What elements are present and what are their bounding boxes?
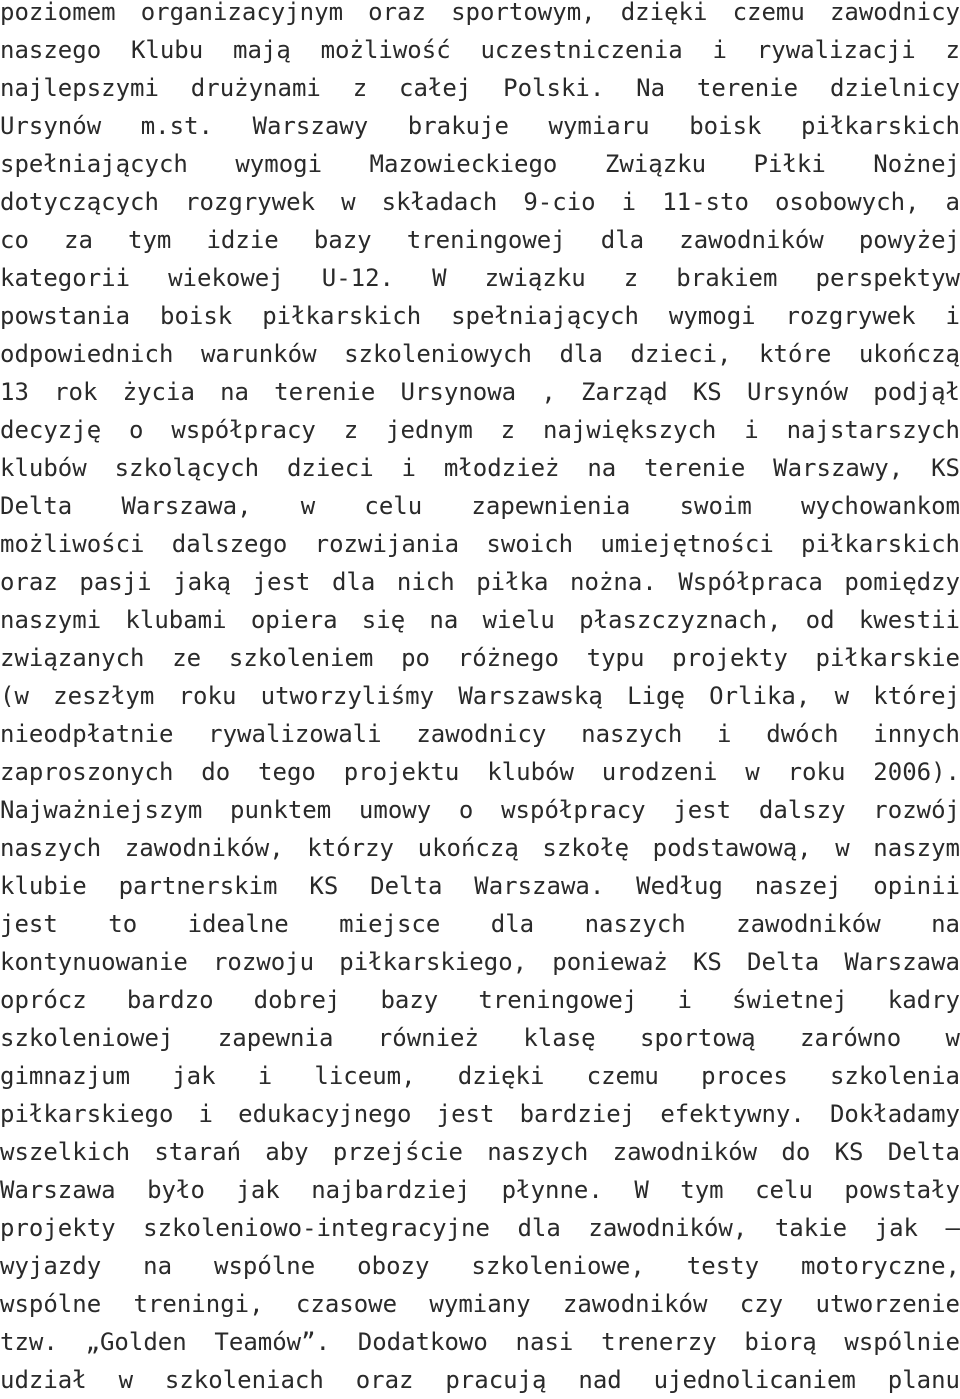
text-line-23: naszych zawodników, którzy ukończą szkołę podstawową, w naszym	[0, 834, 960, 862]
text-line-24: klubie partnerskim KS Delta Warszawa. Według naszej opinii	[0, 872, 960, 900]
text-line-17: naszymi klubami opiera się na wielu płaszczyznach, od kwestii	[0, 606, 960, 634]
text-line-12: decyzję o współpracy z jednym z największych i najstarszych	[0, 416, 960, 444]
text-line-16: oraz pasji jaką jest dla nich piłka nożna. Współpraca pomiędzy	[0, 568, 960, 596]
text-line-10: odpowiednich warunków szkoleniowych dla dzieci, które ukończą	[0, 340, 960, 368]
text-line-13: klubów szkolących dzieci i młodzież na terenie Warszawy, KS	[0, 454, 960, 482]
text-line-18: związanych ze szkoleniem po różnego typu projekty piłkarskie	[0, 644, 960, 672]
text-line-8: kategorii wiekowej U-12. W związku z brakiem perspektyw	[0, 264, 960, 292]
text-line-32: Warszawa było jak najbardziej płynne. W tym celu powstały	[0, 1176, 960, 1204]
text-line-7: co za tym idzie bazy treningowej dla zawodników powyżej	[0, 226, 960, 254]
text-line-3: najlepszymi drużynami z całej Polski. Na terenie dzielnicy	[0, 74, 960, 102]
text-line-22: Najważniejszym punktem umowy o współpracy jest dalszy rozwój	[0, 796, 960, 824]
text-line-34: wyjazdy na wspólne obozy szkoleniowe, testy motoryczne,	[0, 1252, 960, 1280]
text-line-2: naszego Klubu mają możliwość uczestniczenia i rywalizacji z	[0, 36, 960, 64]
text-line-33: projekty szkoleniowo-integracyjne dla zawodników, takie jak –	[0, 1214, 960, 1242]
text-line-9: powstania boisk piłkarskich spełniających wymogi rozgrywek i	[0, 302, 960, 330]
text-line-31: wszelkich starań aby przejście naszych zawodników do KS Delta	[0, 1138, 960, 1166]
text-line-35: wspólne treningi, czasowe wymiany zawodników czy utworzenie	[0, 1290, 960, 1318]
text-line-29: gimnazjum jak i liceum, dzięki czemu proces szkolenia	[0, 1062, 960, 1090]
text-line-28: szkoleniowej zapewnia również klasę sportową zarówno w	[0, 1024, 960, 1052]
text-line-19: (w zeszłym roku utworzyliśmy Warszawską Ligę Orlika, w której	[0, 682, 960, 710]
text-line-20: nieodpłatnie rywalizowali zawodnicy naszych i dwóch innych	[0, 720, 960, 748]
text-line-11: 13 rok życia na terenie Ursynowa , Zarząd KS Ursynów podjął	[0, 378, 960, 406]
text-line-5: spełniających wymogi Mazowieckiego Związku Piłki Nożnej	[0, 150, 960, 178]
text-line-21: zaproszonych do tego projektu klubów urodzeni w roku 2006).	[0, 758, 960, 786]
text-line-36: tzw. „Golden Teamów”. Dodatkowo nasi trenerzy biorą wspólnie	[0, 1328, 960, 1356]
text-line-30: piłkarskiego i edukacyjnego jest bardziej efektywny. Dokładamy	[0, 1100, 960, 1128]
text-line-1: poziomem organizacyjnym oraz sportowym, dzięki czemu zawodnicy	[0, 0, 960, 26]
text-line-25: jest to idealne miejsce dla naszych zawodników na	[0, 910, 960, 938]
text-line-37: udział w szkoleniach oraz pracują nad ujednolicaniem planu	[0, 1366, 960, 1394]
text-line-4: Ursynów m.st. Warszawy brakuje wymiaru boisk piłkarskich	[0, 112, 960, 140]
text-line-14: Delta Warszawa, w celu zapewnienia swoim wychowankom	[0, 492, 960, 520]
text-line-6: dotyczących rozgrywek w składach 9-cio i 11-sto osobowych, a	[0, 188, 960, 216]
text-line-26: kontynuowanie rozwoju piłkarskiego, ponieważ KS Delta Warszawa	[0, 948, 960, 976]
text-line-15: możliwości dalszego rozwijania swoich umiejętności piłkarskich	[0, 530, 960, 558]
text-line-27: oprócz bardzo dobrej bazy treningowej i świetnej kadry	[0, 986, 960, 1014]
